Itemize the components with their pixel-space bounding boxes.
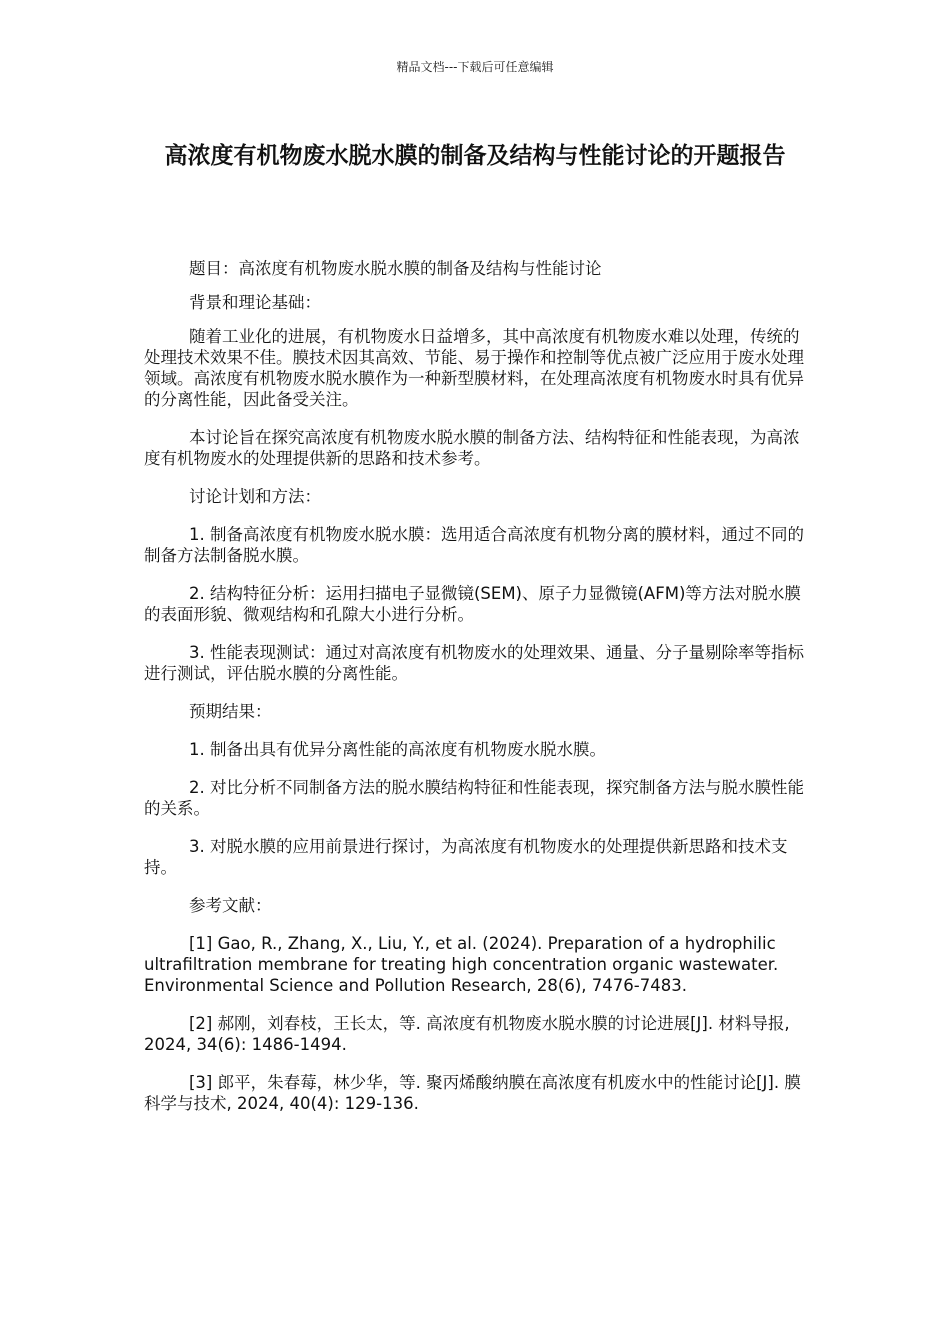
plan-item-1: 1. 制备高浓度有机物废水脱水膜：选用适合高浓度有机物分离的膜材料，通过不同的制备方法制备脱水膜。 [144,525,804,565]
plan-heading: 讨论计划和方法： [189,487,321,506]
reference-3: [3] 郎平，朱春莓，林少华，等. 聚丙烯酸纳膜在高浓度有机废水中的性能讨论[J]. 膜科学与技术, 2024, 40(4): 129-136. [144,1073,801,1113]
background-paragraph-1: 随着工业化的进展，有机物废水日益增多，其中高浓度有机物废水难以处理，传统的处理技术效果不佳。膜技术因其高效、节能、易于操作和控制等优点被广泛应用于废水处理领域。高浓度有机物废水脱水膜作为一种新型膜材料，在处理高浓度有机物废水时具有优异的分离性能，因此备受关注。 [144,327,804,409]
reference-1: [1] Gao, R., Zhang, X., Liu, Y., et al. (2024). Preparation of a hydrophilic ultrafiltration membrane for treating high concentration organic wastewater. Environmental Science and Pollution Research, 28(6), 7476-7483. [144,934,779,995]
result-item-1: 1. 制备出具有优异分离性能的高浓度有机物废水脱水膜。 [189,740,606,759]
plan-item-3: 3. 性能表现测试：通过对高浓度有机物废水的处理效果、通量、分子量剔除率等指标进行测试，评估脱水膜的分离性能。 [144,643,804,683]
result-item-2: 2. 对比分析不同制备方法的脱水膜结构特征和性能表现，探究制备方法与脱水膜性能的关系。 [144,778,804,818]
header-note: 精品文档---下载后可任意编辑 [396,60,554,74]
references-heading: 参考文献： [189,896,272,915]
results-heading: 预期结果： [189,702,272,721]
background-paragraph-2: 本讨论旨在探究高浓度有机物废水脱水膜的制备方法、结构特征和性能表现，为高浓度有机物废水的处理提供新的思路和技术参考。 [144,428,800,468]
topic-paragraph: 题目：高浓度有机物废水脱水膜的制备及结构与性能讨论 [189,259,602,278]
reference-2: [2] 郝刚，刘春枝，王长太，等. 高浓度有机物废水脱水膜的讨论进展[J]. 材料导报, 2024, 34(6): 1486-1494. [144,1014,790,1054]
background-heading: 背景和理论基础： [189,293,321,312]
document-title: 高浓度有机物废水脱水膜的制备及结构与性能讨论的开题报告 [164,143,786,169]
result-item-3: 3. 对脱水膜的应用前景进行探讨，为高浓度有机物废水的处理提供新思路和技术支持。 [144,837,788,877]
document-body [144,258,808,1131]
plan-item-2: 2. 结构特征分析：运用扫描电子显微镜(SEM)、原子力显微镜(AFM)等方法对脱水膜的表面形貌、微观结构和孔隙大小进行分析。 [144,584,801,624]
